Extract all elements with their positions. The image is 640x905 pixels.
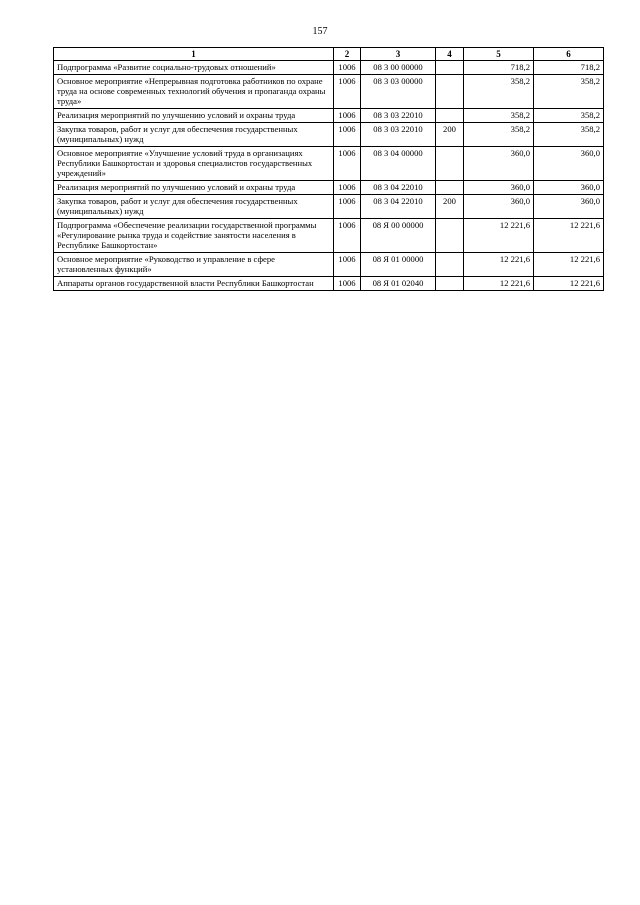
row-amount-col5: 360,0: [464, 147, 534, 181]
budget-table: [53, 47, 604, 291]
row-section: 1006: [334, 219, 361, 253]
column-header-6: 6: [534, 48, 604, 61]
row-target-code: 08 3 00 00000: [361, 61, 436, 75]
column-header-5: 5: [464, 48, 534, 61]
column-header-3: 3: [361, 48, 436, 61]
table-row: [54, 277, 604, 291]
row-name: Подпрограмма «Обеспечение реализации государственной программы «Регулирование рынка труда и содействие занятости населения в Республике Башкортостан»: [54, 219, 334, 253]
row-name: Основное мероприятие «Улучшение условий труда в организациях Республики Башкортостан и здоровья специалистов государственных учреждений»: [54, 147, 334, 181]
row-target-code: 08 3 03 22010: [361, 109, 436, 123]
row-name: Подпрограмма «Развитие социально-трудовых отношений»: [54, 61, 334, 75]
row-amount-col5: 358,2: [464, 123, 534, 147]
row-section: 1006: [334, 277, 361, 291]
row-target-code: 08 3 04 00000: [361, 147, 436, 181]
row-name: Закупка товаров, работ и услуг для обеспечения государственных (муниципальных) нужд: [54, 195, 334, 219]
row-section: 1006: [334, 147, 361, 181]
row-name: Основное мероприятие «Руководство и управление в сфере установленных функций»: [54, 253, 334, 277]
table-row: [54, 253, 604, 277]
row-amount-col6: 718,2: [534, 61, 604, 75]
row-amount-col6: 12 221,6: [534, 277, 604, 291]
row-target-code: 08 3 03 22010: [361, 123, 436, 147]
row-amount-col5: 360,0: [464, 181, 534, 195]
row-section: 1006: [334, 181, 361, 195]
table-row: [54, 75, 604, 109]
column-header-1: 1: [54, 48, 334, 61]
row-amount-col6: 358,2: [534, 75, 604, 109]
row-section: 1006: [334, 253, 361, 277]
row-target-code: 08 Я 01 00000: [361, 253, 436, 277]
row-expense-type: [436, 181, 464, 195]
row-expense-type: [436, 253, 464, 277]
row-amount-col6: 360,0: [534, 147, 604, 181]
row-expense-type: [436, 75, 464, 109]
row-target-code: 08 Я 00 00000: [361, 219, 436, 253]
row-target-code: 08 3 03 00000: [361, 75, 436, 109]
row-section: 1006: [334, 123, 361, 147]
row-amount-col6: 360,0: [534, 181, 604, 195]
table-row: [54, 181, 604, 195]
row-section: 1006: [334, 195, 361, 219]
row-expense-type: 200: [436, 195, 464, 219]
row-section: 1006: [334, 61, 361, 75]
table-row: [54, 109, 604, 123]
row-amount-col6: 358,2: [534, 109, 604, 123]
row-amount-col6: 12 221,6: [534, 253, 604, 277]
table-row: [54, 123, 604, 147]
row-amount-col6: 358,2: [534, 123, 604, 147]
row-target-code: 08 3 04 22010: [361, 181, 436, 195]
row-expense-type: [436, 147, 464, 181]
row-amount-col5: 12 221,6: [464, 253, 534, 277]
row-expense-type: [436, 61, 464, 75]
row-amount-col5: 358,2: [464, 109, 534, 123]
row-amount-col5: 718,2: [464, 61, 534, 75]
table-header-row: [54, 48, 604, 61]
row-target-code: 08 Я 01 02040: [361, 277, 436, 291]
column-header-4: 4: [436, 48, 464, 61]
row-expense-type: 200: [436, 123, 464, 147]
page-number: 157: [312, 26, 328, 37]
row-expense-type: [436, 109, 464, 123]
row-section: 1006: [334, 75, 361, 109]
table-row: [54, 219, 604, 253]
row-name: Реализация мероприятий по улучшению условий и охраны труда: [54, 181, 334, 195]
row-amount-col5: 358,2: [464, 75, 534, 109]
table-row: [54, 195, 604, 219]
row-name: Аппараты органов государственной власти Республики Башкортостан: [54, 277, 334, 291]
row-amount-col6: 12 221,6: [534, 219, 604, 253]
row-section: 1006: [334, 109, 361, 123]
row-target-code: 08 3 04 22010: [361, 195, 436, 219]
table-row: [54, 61, 604, 75]
row-expense-type: [436, 219, 464, 253]
row-name: Закупка товаров, работ и услуг для обеспечения государственных (муниципальных) нужд: [54, 123, 334, 147]
column-header-2: 2: [334, 48, 361, 61]
row-expense-type: [436, 277, 464, 291]
row-amount-col5: 12 221,6: [464, 277, 534, 291]
row-name: Основное мероприятие «Непрерывная подготовка работников по охране труда на основе современных технологий обучения и пропаганда охраны труда»: [54, 75, 334, 109]
row-amount-col6: 360,0: [534, 195, 604, 219]
row-amount-col5: 360,0: [464, 195, 534, 219]
row-name: Реализация мероприятий по улучшению условий и охраны труда: [54, 109, 334, 123]
table-row: [54, 147, 604, 181]
row-amount-col5: 12 221,6: [464, 219, 534, 253]
